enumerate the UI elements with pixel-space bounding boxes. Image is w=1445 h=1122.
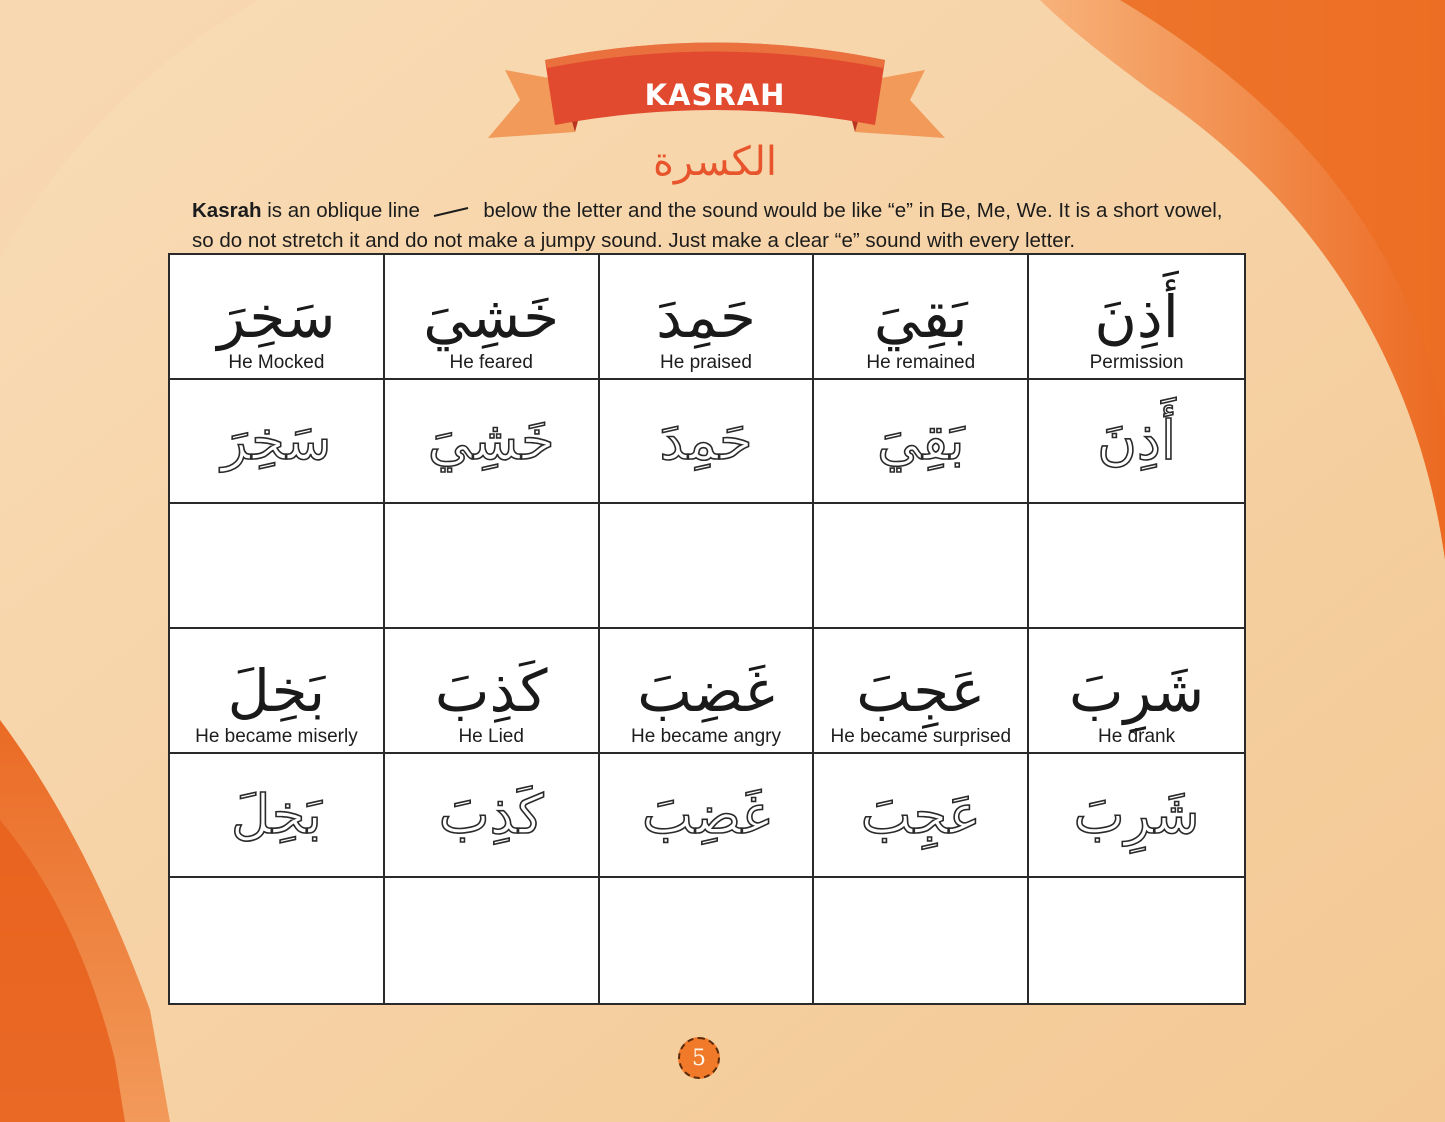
word-meaning: Permission	[1089, 351, 1184, 373]
arabic-word: كَذِبَ	[434, 656, 548, 725]
word-meaning: He Lied	[458, 725, 524, 747]
intro-term: Kasrah	[192, 199, 262, 222]
word-card	[170, 629, 385, 754]
writing-cell[interactable]	[600, 878, 815, 1003]
word-meaning: He became miserly	[195, 725, 358, 747]
tracing-cell[interactable]	[814, 380, 1029, 505]
dotted-trace-word: حَمِدَ	[659, 408, 753, 472]
dotted-trace-word: بَخِلَ	[231, 782, 322, 846]
dotted-trace-word: كَذِبَ	[438, 782, 544, 846]
intro-text-part2: below the letter and the sound would be like “e” in Be, Me, We. It is a short vowel, so do not stretch it and do not make a jumpy sound. Just make a clear “e” sound with every letter.	[192, 199, 1223, 252]
arabic-word: حَمِدَ	[656, 282, 756, 351]
word-meaning: He became angry	[631, 725, 781, 747]
dotted-trace-word: شَرِبَ	[1073, 782, 1200, 846]
dotted-trace-word: بَقِيَ	[877, 408, 965, 472]
writing-cell[interactable]	[814, 878, 1029, 1003]
arabic-title: الكسرة	[652, 139, 778, 185]
writing-cell[interactable]	[600, 504, 815, 629]
title-ribbon	[0, 0, 1445, 160]
word-card	[1029, 629, 1244, 754]
arabic-word: شَرِبَ	[1068, 656, 1205, 725]
arabic-word: عَجِبَ	[856, 656, 986, 725]
word-meaning: He drank	[1098, 725, 1176, 747]
tracing-cell[interactable]	[814, 754, 1029, 879]
tracing-cell[interactable]	[600, 380, 815, 505]
practice-worksheet	[168, 253, 1246, 1005]
arabic-word: بَقِيَ	[873, 282, 968, 351]
intro-text-part1: is an oblique line	[261, 199, 426, 222]
word-meaning: He became surprised	[830, 725, 1012, 747]
writing-cell[interactable]	[814, 504, 1029, 629]
word-card	[385, 629, 600, 754]
word-card	[385, 255, 600, 380]
writing-cell[interactable]	[1029, 878, 1244, 1003]
tracing-cell[interactable]	[600, 754, 815, 879]
page-title: KASRAH	[644, 78, 786, 112]
arabic-word: غَضِبَ	[637, 656, 775, 725]
page-number: 5	[678, 1037, 720, 1079]
word-card	[600, 255, 815, 380]
tracing-cell[interactable]	[385, 380, 600, 505]
word-card	[170, 255, 385, 380]
kasrah-mark-icon	[432, 205, 470, 219]
word-meaning: He feared	[449, 351, 533, 373]
word-card	[1029, 255, 1244, 380]
arabic-word: سَخِرَ	[217, 282, 336, 351]
word-card	[600, 629, 815, 754]
dotted-trace-word: عَجِبَ	[860, 782, 981, 846]
dotted-trace-word: غَضِبَ	[641, 782, 771, 846]
word-card	[814, 255, 1029, 380]
arabic-word: أَذِنَ	[1094, 282, 1179, 351]
dotted-trace-word: خَشِيَ	[427, 408, 555, 472]
writing-cell[interactable]	[1029, 504, 1244, 629]
tracing-cell[interactable]	[1029, 754, 1244, 879]
tracing-cell[interactable]	[385, 754, 600, 879]
writing-cell[interactable]	[385, 878, 600, 1003]
writing-cell[interactable]	[170, 878, 385, 1003]
arabic-word: بَخِلَ	[227, 656, 326, 725]
arabic-word: خَشِيَ	[423, 282, 560, 351]
dotted-trace-word: سَخِرَ	[221, 408, 332, 472]
word-meaning: He Mocked	[228, 351, 325, 373]
tracing-cell[interactable]	[170, 754, 385, 879]
word-meaning: He praised	[660, 351, 752, 373]
tracing-cell[interactable]	[1029, 380, 1244, 505]
writing-cell[interactable]	[385, 504, 600, 629]
tracing-cell[interactable]	[170, 380, 385, 505]
intro-paragraph	[192, 196, 1242, 256]
dotted-trace-word: أَذِنَ	[1097, 408, 1176, 472]
word-card	[814, 629, 1029, 754]
writing-cell[interactable]	[170, 504, 385, 629]
word-meaning: He remained	[866, 351, 976, 373]
